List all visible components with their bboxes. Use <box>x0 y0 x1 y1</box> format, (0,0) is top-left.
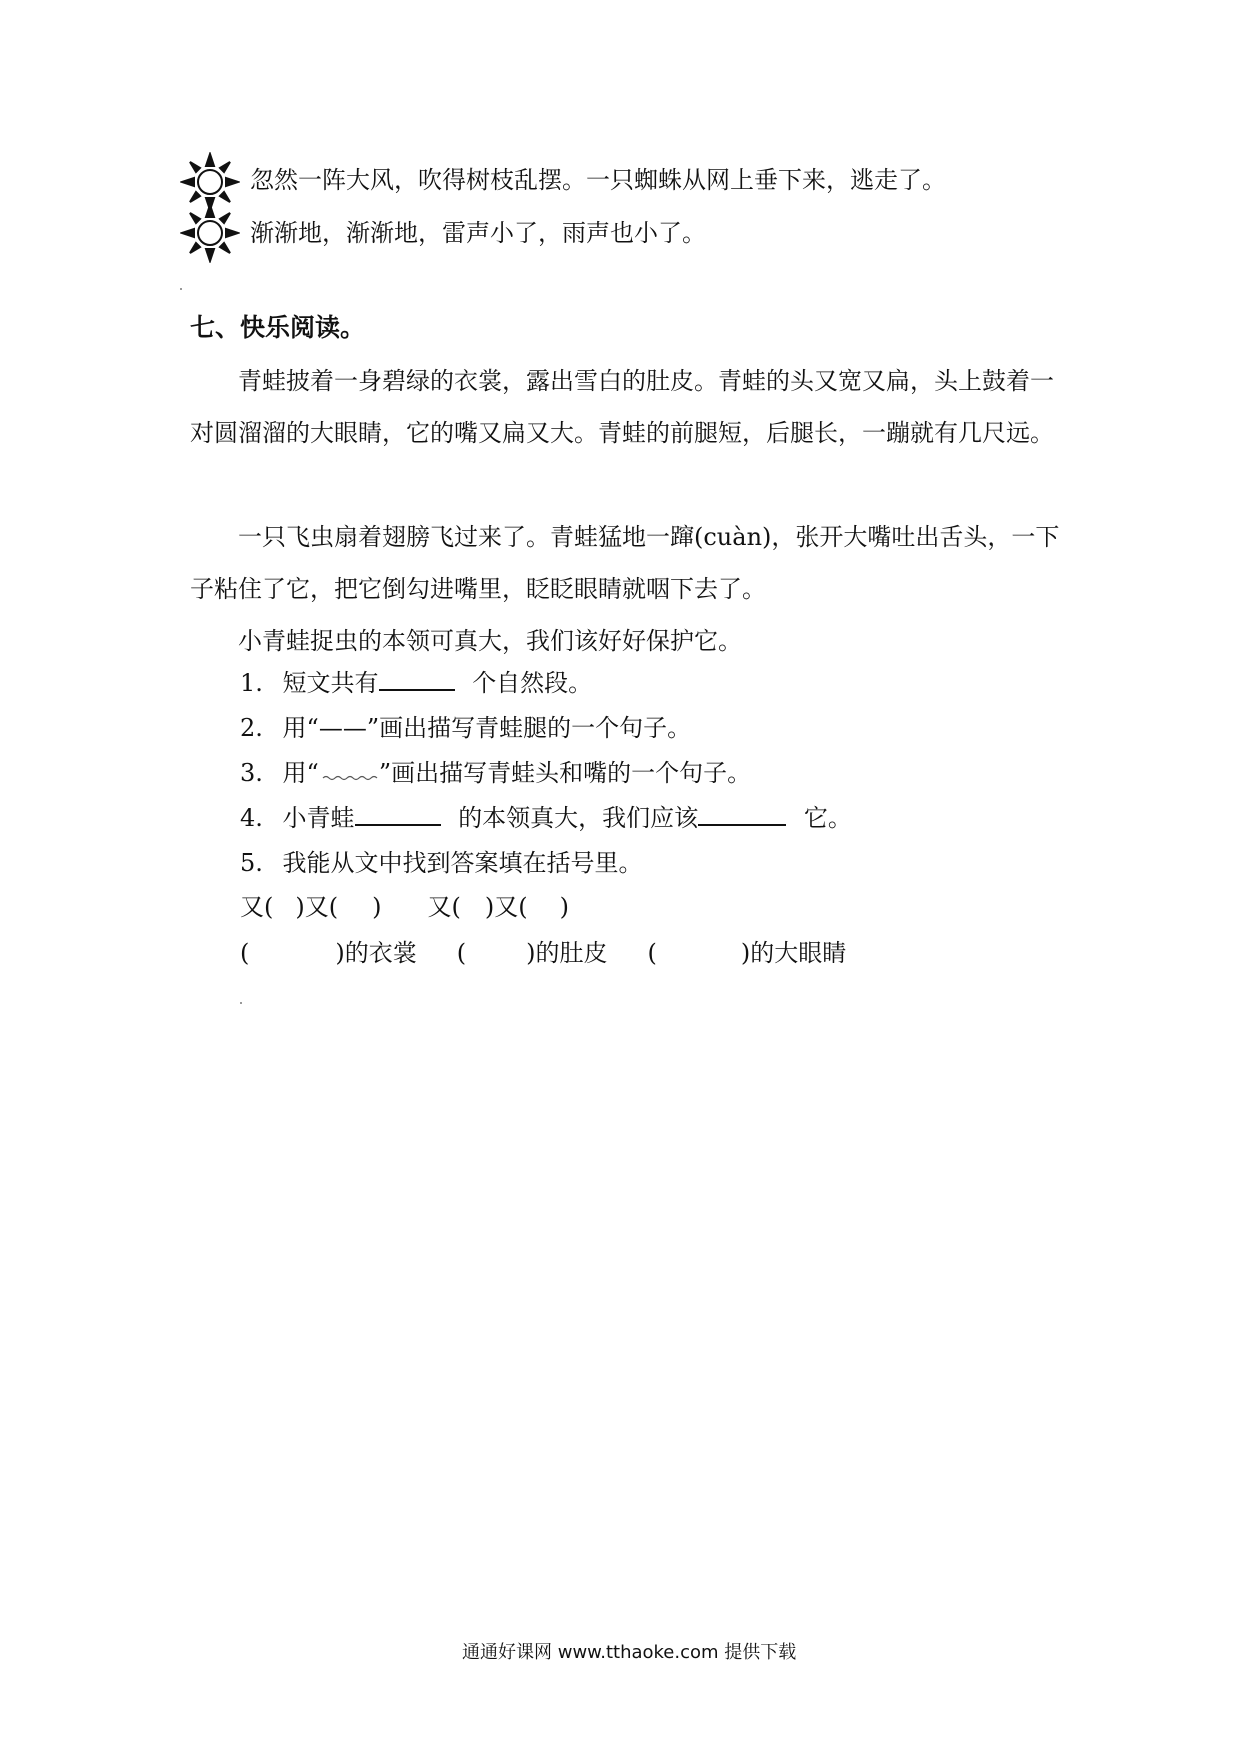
question-text: 用“——”画出描写青蛙腿的一个句子。 <box>282 714 692 742</box>
question-1 <box>240 667 592 699</box>
fill-text: ) <box>372 893 382 921</box>
question-number: 2. <box>240 714 263 742</box>
sentence-1: 忽然一阵大风，吹得树枝乱摆。一只蜘蛛从网上垂下来，逃走了。 <box>250 166 946 194</box>
question-3 <box>240 757 751 789</box>
question-number: 3. <box>240 759 263 787</box>
wavy-line-icon <box>319 759 379 781</box>
section-title: 七、快乐阅读。 <box>190 313 366 342</box>
passage-paragraph-2: 一只飞虫扇着翅膀飞过来了。青蛙猛地一蹿(cuàn)，张开大嘴吐出舌头，一下子粘住了它，把它倒勾进嘴里，眨眨眼睛就咽下去了。 <box>190 523 1060 603</box>
answer-blank[interactable] <box>698 802 786 826</box>
scan-speck <box>240 1002 242 1004</box>
question-number: 4. <box>240 804 263 832</box>
question-text: 用“ <box>282 759 319 787</box>
fill-text: ) <box>559 893 569 921</box>
question-text: 小青蛙 <box>282 804 355 832</box>
fill-text: 又( <box>240 893 274 921</box>
sentence-2: 渐渐地，渐渐地，雷声小了，雨声也小了。 <box>250 219 706 247</box>
question-text: 它。 <box>803 804 852 832</box>
question-text: 我能从文中找到答案填在括号里。 <box>282 849 643 877</box>
answer-blank[interactable] <box>355 802 441 826</box>
fill-row-1 <box>240 891 569 923</box>
question-text: 的本领真大，我们应该 <box>458 804 699 832</box>
question-text: ”画出描写青蛙头和嘴的一个句子。 <box>378 759 752 787</box>
fill-text: )又( <box>484 893 528 921</box>
passage-paragraph-1: 青蛙披着一身碧绿的衣裳，露出雪白的肚皮。青蛙的头又宽又扁，头上鼓着一对圆溜溜的大眼睛，它的嘴又扁又大。青蛙的前腿短，后腿长，一蹦就有几尺远。 <box>190 367 1054 447</box>
answer-blank[interactable] <box>379 667 455 691</box>
fill-text: ( <box>456 939 467 967</box>
question-text: 短文共有 <box>282 669 379 697</box>
footer-credit: 通通好课网 www.tthaoke.com 提供下载 <box>462 1642 797 1663</box>
fill-text: ( <box>240 939 250 967</box>
scan-speck <box>180 288 182 290</box>
fill-text: )的大眼睛 <box>740 939 847 967</box>
question-text: 个自然段。 <box>472 669 593 697</box>
passage-paragraph-3: 小青蛙捉虫的本领可真大，我们该好好保护它。 <box>238 627 742 655</box>
question-number: 1. <box>240 669 263 697</box>
sun-icon <box>180 203 240 263</box>
fill-text: ( <box>647 939 657 967</box>
fill-row-2 <box>240 937 846 969</box>
fill-text: )的肚皮 <box>526 939 608 967</box>
question-4 <box>240 802 852 834</box>
question-5 <box>240 847 643 879</box>
fill-text: )的衣裳 <box>335 939 417 967</box>
fill-text: )又( <box>295 893 339 921</box>
question-2 <box>240 712 691 744</box>
question-number: 5. <box>240 849 263 877</box>
fill-text: 又( <box>427 893 461 921</box>
